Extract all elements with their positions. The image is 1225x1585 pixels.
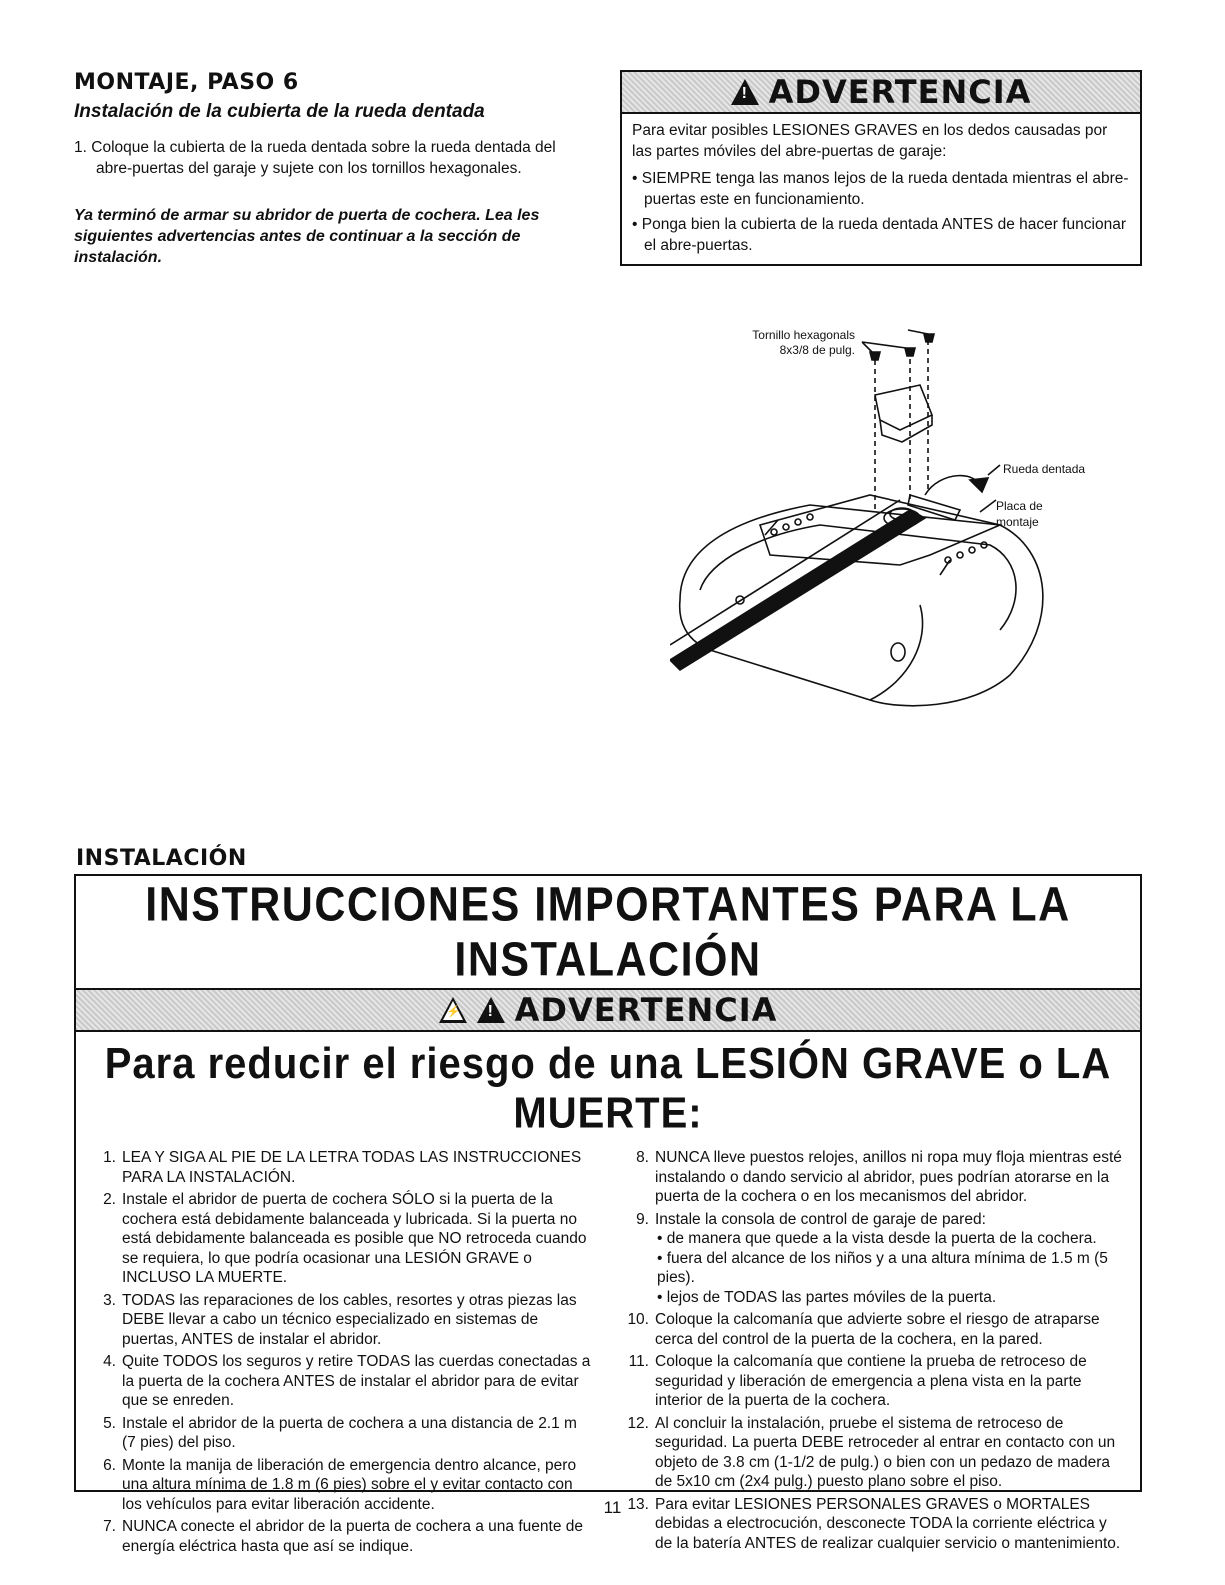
item-9-text: Instale la consola de control de garaje de pared: — [655, 1210, 986, 1228]
screw-icon — [924, 334, 934, 342]
list-item: 11. Coloque la calcomanía que contiene la prueba de retroceso de seguridad y liberación de emergencia a plena vista en la parte interior de la puerta de la cochera. — [628, 1353, 1087, 1409]
warning-title: ADVERTENCIA — [768, 73, 1032, 111]
label-plate-line1: Placa de — [996, 499, 1043, 513]
montaje-subtitle: Instalación de la cubierta de la rueda dentada — [74, 101, 485, 122]
warning-bar-2 — [76, 988, 1140, 1032]
label-screw-line2: 8x3/8 de pulg. — [779, 343, 855, 357]
step-text: Coloque la cubierta de la rueda dentada sobre la rueda dentada del abre-puertas del garaje y sujete con los tornillos hexagonales. — [91, 139, 556, 177]
montaje-heading: MONTAJE, PASO 6 — [74, 70, 299, 95]
instructions-title: INSTRUCCIONES IMPORTANTES PARA LA INSTALACIÓN — [145, 878, 1071, 987]
montaje-section — [74, 70, 574, 268]
warning-bar — [622, 72, 1140, 114]
montaje-step — [74, 137, 574, 179]
sub-bullet: • fuera del alcance de los niños y a una altura mínima de 1.5 m (5 pies). — [657, 1249, 1124, 1288]
instalacion-heading: INSTALACIÓN — [76, 846, 247, 871]
sub-bullet: • lejos de TODAS las partes móviles de la puerta. — [657, 1288, 1124, 1308]
warning-triangle-icon — [477, 997, 505, 1023]
risk-title: Para reducir el riesgo de una LESIÓN GRAVE o LA MUERTE: — [104, 1039, 1112, 1138]
sprocket-cover — [875, 385, 932, 430]
warning-intro: Para evitar posibles LESIONES GRAVES en los dedos causadas por las partes móviles del abre-puertas de garaje: — [632, 122, 1108, 160]
list-item: 4. Quite TODOS los seguros y retire TODAS las cuerdas conectadas a la puerta de la cochera ANTES de instalar el abridor para de evitar que se enreden. — [103, 1353, 591, 1409]
step-number: 1. — [74, 139, 87, 156]
instructions-box — [74, 874, 1142, 1555]
list-item: 9. Instale la consola de control de garaje de pared: • de manera que quede a la vista desde la puerta de la cochera. • fuera del alcance de los niños y a una altura mínima de 1.5 m (5 pies). • lejos de TODAS las partes móviles de la puerta. — [623, 1210, 1124, 1308]
label-sprocket: Rueda dentada — [1003, 462, 1086, 476]
label-screw-line1: Tornillo hexagonals — [752, 328, 855, 342]
warning-bullet: • Ponga bien la cubierta de la rueda dentada ANTES de hacer funcionar el abre-puertas. — [632, 214, 1130, 256]
warning-title-2: ADVERTENCIA — [514, 991, 778, 1029]
electric-warning-icon — [439, 997, 467, 1023]
list-item: 12. Al concluir la instalación, pruebe el sistema de retroceso de seguridad. La puerta DEBE retroceder al entrar en contacto con un objeto de 3.8 cm (1-1/2 de pulg.) o bien con un pedazo de madera de 5x10 cm (2x4 pulg.) puesto plano sobre el piso. — [627, 1414, 1116, 1490]
warning-triangle-icon — [731, 79, 759, 105]
label-plate-line2: montaje — [996, 515, 1039, 529]
list-item: 13. Para evitar LESIONES PERSONALES GRAVES o MORTALES debidas a electrocución, desconecte TODA la corriente eléctrica y de la batería ANTES de realizar cualquier servicio o mantenimiento. — [627, 1495, 1121, 1552]
list-item: 1. LEA Y SIGA AL PIE DE LA LETRA TODAS LAS INSTRUCCIONES PARA LA INSTALACIÓN. — [103, 1149, 582, 1186]
rail — [670, 510, 925, 670]
sub-bullet: • de manera que quede a la vista desde la puerta de la cochera. — [657, 1229, 1124, 1249]
list-item: 5. Instale el abridor de la puerta de cochera a una distancia de 2.1 m (7 pies) del piso. — [103, 1414, 577, 1451]
montaje-note: Ya terminó de armar su abridor de puerta de cochera. Lea les siguientes advertencias antes de continuar a la sección de instalación. — [74, 207, 540, 266]
list-item: 10. Coloque la calcomanía que advierte sobre el riesgo de atraparse cerca del control de la puerta de la cochera, en la pared. — [627, 1311, 1100, 1348]
label-plate — [996, 498, 1043, 530]
screw-icon — [905, 348, 915, 356]
list-item: 6. Monte la manija de liberación de emergencia dentro alcance, pero una altura mínima de 1.8 m (6 pies) sobre el y evitar contacto con los vehículos para evitar liberación accidente. — [103, 1456, 577, 1513]
list-item: 2. Instale el abridor de puerta de cochera SÓLO si la puerta de la cochera está debidamente balanceada y lubricada. Si la puerta no está debidamente balanceada es posible que NO retroceda cuando se requiera, lo que podría ocasionar una LESIÓN GRAVE o INCLUSO LA MUERTE. — [103, 1191, 587, 1286]
warning-box-top — [620, 70, 1142, 266]
warning-bullet: • SIEMPRE tenga las manos lejos de la rueda dentada mientras el abre-puertas este en funcionamiento. — [632, 168, 1130, 210]
label-screw — [700, 328, 855, 358]
list-item: 3. TODAS las reparaciones de los cables, resortes y otras piezas las DEBE llevar a cabo un técnico especializado en sistemas de puertas, ANTES de instalar el abridor. — [103, 1291, 577, 1348]
screw-icon — [870, 352, 880, 360]
list-item: 8. NUNCA lleve puestos relojes, anillos ni ropa muy floja mientras esté instalando o dando servicio al abridor, pues podrían atorarse en la puerta de la cochera o en los mecanismos del abridor. — [636, 1149, 1122, 1205]
page-number: 11 — [603, 1498, 622, 1517]
list-item: 7. NUNCA conecte el abridor de la puerta de cochera a una fuente de energía eléctrica hasta que así se indique. — [103, 1518, 583, 1555]
